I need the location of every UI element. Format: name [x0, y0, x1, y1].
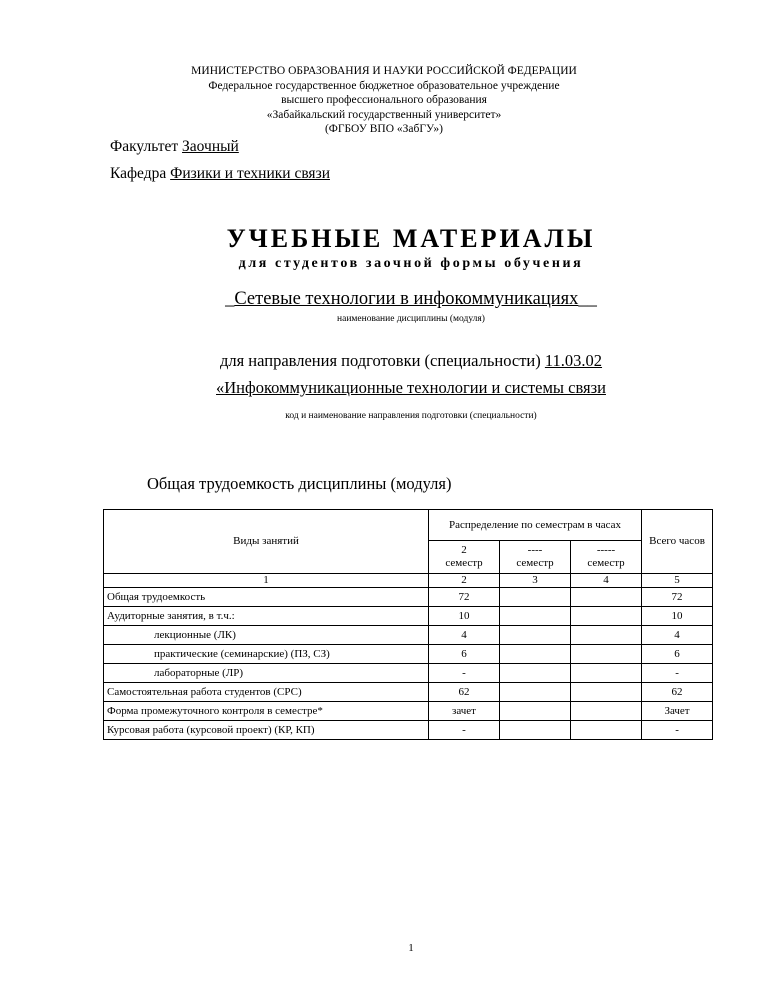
cell-semester-2 [500, 588, 571, 607]
row-label: Аудиторные занятия, в т.ч.: [104, 607, 429, 626]
column-number: 4 [571, 574, 642, 588]
header-semester: 2 семестр [429, 541, 500, 574]
row-label: практические (семинарские) (ПЗ, СЗ) [104, 645, 429, 664]
faculty-value: Заочный [182, 138, 239, 155]
cell-total: Зачет [642, 702, 713, 721]
ministry-line: высшего профессионального образования [281, 94, 487, 106]
header-semester: ---- семестр [500, 541, 571, 574]
column-number-row [104, 574, 713, 588]
cell-total: 72 [642, 588, 713, 607]
table-row [104, 607, 713, 626]
cell-semester-3 [571, 721, 642, 740]
cell-total: - [642, 664, 713, 683]
direction-name: «Инфокоммуникационные технологии и системы связи [216, 378, 606, 397]
column-number: 3 [500, 574, 571, 588]
discipline-caption: наименование дисциплины (модуля) [337, 314, 485, 324]
hours-table [103, 509, 713, 740]
header-distribution: Распределение по семестрам в часах [429, 510, 642, 541]
ministry-line: МИНИСТЕРСТВО ОБРАЗОВАНИЯ И НАУКИ РОССИЙСКОЙ ФЕДЕРАЦИИ [191, 65, 577, 77]
row-label: лабораторные (ЛР) [104, 664, 429, 683]
cell-semester-3 [571, 588, 642, 607]
header-semester: ----- семестр [571, 541, 642, 574]
cell-semester-3 [571, 664, 642, 683]
ministry-line: (ФГБОУ ВПО «ЗабГУ») [324, 123, 444, 135]
row-label: Курсовая работа (курсовой проект) (КР, КП) [104, 721, 429, 740]
cell-semester-2 [500, 664, 571, 683]
table-row [104, 645, 713, 664]
direction-label: для направления подготовки (специальности) [219, 351, 541, 370]
department-label: Кафедра [110, 165, 167, 182]
table-row [104, 683, 713, 702]
department-value: Физики и техники связи [170, 165, 330, 182]
cell-total: 6 [642, 645, 713, 664]
cell-semester-3 [571, 645, 642, 664]
cell-total: 10 [642, 607, 713, 626]
ministry-header [0, 64, 768, 137]
cell-semester-1: зачет [429, 702, 500, 721]
cell-semester-3 [571, 683, 642, 702]
row-label: лекционные (ЛК) [104, 626, 429, 645]
cell-total: 62 [642, 683, 713, 702]
faculty-label: Факультет [110, 138, 179, 155]
department-line [110, 165, 330, 183]
cell-semester-3 [571, 607, 642, 626]
cell-semester-1: - [429, 664, 500, 683]
cell-total: - [642, 721, 713, 740]
cell-semester-3 [571, 626, 642, 645]
direction-line [0, 351, 768, 371]
table-row [104, 626, 713, 645]
table-row [104, 702, 713, 721]
table-header-row [104, 510, 713, 541]
faculty-line [110, 138, 239, 156]
ministry-line: Федеральное государственное бюджетное образовательное учреждение [208, 79, 560, 92]
cell-semester-1: 72 [429, 588, 500, 607]
row-label: Общая трудоемкость [104, 588, 429, 607]
header-activity: Виды занятий [104, 510, 429, 574]
cell-semester-1: - [429, 721, 500, 740]
page-number: 1 [408, 942, 414, 954]
document-subtitle: для студентов заочной формы обучения [238, 256, 584, 271]
cell-semester-2 [500, 626, 571, 645]
direction-caption: код и наименование направления подготовки (специальности) [285, 411, 537, 421]
document-title: УЧЕБНЫЕ МАТЕРИАЛЫ [226, 224, 596, 253]
row-label: Самостоятельная работа студентов (СРС) [104, 683, 429, 702]
cell-semester-2 [500, 683, 571, 702]
column-number: 2 [429, 574, 500, 588]
cell-semester-2 [500, 702, 571, 721]
discipline-prefix: _ [225, 289, 235, 309]
cell-semester-1: 10 [429, 607, 500, 626]
column-number: 1 [104, 574, 429, 588]
table-row [104, 588, 713, 607]
table-row [104, 721, 713, 740]
cell-semester-3 [571, 702, 642, 721]
cell-semester-2 [500, 645, 571, 664]
discipline-name: Сетевые технологии в инфокоммуникациях [234, 289, 579, 309]
workload-heading: Общая трудоемкость дисциплины (модуля) [147, 474, 452, 493]
column-number: 5 [642, 574, 713, 588]
table-row [104, 664, 713, 683]
cell-semester-2 [500, 607, 571, 626]
header-total: Всего часов [642, 510, 713, 574]
direction-code: 11.03.02 [544, 351, 603, 370]
cell-semester-1: 62 [429, 683, 500, 702]
cell-semester-1: 6 [429, 645, 500, 664]
row-label: Форма промежуточного контроля в семестре* [104, 702, 429, 721]
cell-semester-2 [500, 721, 571, 740]
cell-total: 4 [642, 626, 713, 645]
ministry-line: «Забайкальский государственный университет» [266, 108, 502, 121]
cell-semester-1: 4 [429, 626, 500, 645]
discipline-line [0, 289, 768, 310]
discipline-suffix: __ [578, 289, 597, 309]
